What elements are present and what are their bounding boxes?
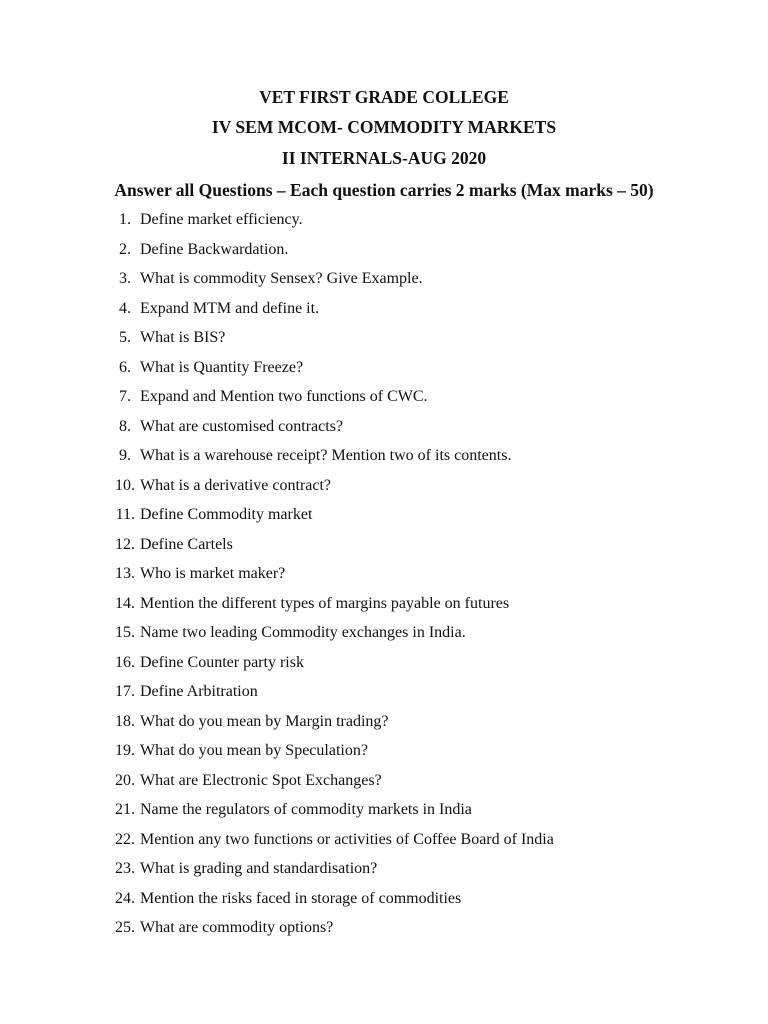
question-list xyxy=(0,210,768,948)
question-item xyxy=(0,210,768,240)
question-text: Mention the different types of margins payable on futures xyxy=(140,594,510,612)
question-text: What is a derivative contract? xyxy=(140,476,332,494)
question-item xyxy=(0,358,768,388)
question-item xyxy=(0,741,768,771)
question-text: What is BIS? xyxy=(140,329,226,346)
question-text: Mention the risks faced in storage of commodities xyxy=(140,889,462,907)
question-text: Define market efficiency. xyxy=(140,211,303,228)
question-text: Expand and Mention two functions of CWC. xyxy=(140,388,428,405)
course-title: IV SEM MCOM- COMMODITY MARKETS xyxy=(211,117,557,137)
question-number: 19. xyxy=(115,742,135,759)
question-number: 4. xyxy=(119,299,131,317)
question-item xyxy=(0,240,768,270)
question-number: 3. xyxy=(119,270,131,287)
question-number: 18. xyxy=(115,712,135,730)
question-number: 9. xyxy=(119,447,131,464)
question-number: 10. xyxy=(115,476,135,494)
question-item xyxy=(0,505,768,535)
question-text: Define Counter party risk xyxy=(140,653,304,671)
question-number: 21. xyxy=(115,801,135,818)
question-text: What do you mean by Margin trading? xyxy=(140,712,389,730)
question-number: 23. xyxy=(115,860,135,877)
question-text: What are Electronic Spot Exchanges? xyxy=(140,771,382,789)
question-number: 7. xyxy=(119,388,131,405)
question-text: What is grading and standardisation? xyxy=(140,860,378,877)
question-number: 6. xyxy=(119,358,131,376)
question-text: What is Quantity Freeze? xyxy=(140,358,304,376)
question-number: 1. xyxy=(119,211,131,228)
question-item xyxy=(0,476,768,506)
question-item xyxy=(0,417,768,447)
exam-instructions: Answer all Questions – Each question carries 2 marks (Max marks – 50) xyxy=(114,180,654,200)
question-item xyxy=(0,564,768,594)
question-text: What is a warehouse receipt? Mention two of its contents. xyxy=(140,447,512,464)
question-number: 14. xyxy=(115,594,135,612)
question-text: What is commodity Sensex? Give Example. xyxy=(140,270,423,287)
question-text: Expand MTM and define it. xyxy=(140,299,320,317)
question-text: Define Cartels xyxy=(140,535,233,553)
question-number: 17. xyxy=(115,683,135,700)
question-item xyxy=(0,653,768,683)
question-item xyxy=(0,771,768,801)
question-number: 13. xyxy=(115,565,135,582)
question-text: What are customised contracts? xyxy=(140,417,344,435)
question-item xyxy=(0,623,768,653)
question-text: What are commodity options? xyxy=(140,919,334,936)
question-number: 8. xyxy=(119,417,131,435)
question-item xyxy=(0,889,768,919)
college-name: VET FIRST GRADE COLLEGE xyxy=(259,87,509,107)
question-item xyxy=(0,859,768,889)
question-text: Define Backwardation. xyxy=(140,240,289,258)
question-number: 16. xyxy=(115,653,135,671)
question-item xyxy=(0,299,768,329)
question-text: Name two leading Commodity exchanges in India. xyxy=(140,624,466,641)
question-number: 15. xyxy=(115,624,135,641)
exam-title: II INTERNALS-AUG 2020 xyxy=(281,148,487,168)
question-item xyxy=(0,918,768,948)
question-item xyxy=(0,328,768,358)
question-item xyxy=(0,269,768,299)
question-number: 11. xyxy=(115,506,135,523)
question-item xyxy=(0,535,768,565)
question-number: 24. xyxy=(115,889,135,907)
question-number: 12. xyxy=(115,535,135,553)
question-text: Define Commodity market xyxy=(140,506,313,523)
question-item xyxy=(0,594,768,624)
question-number: 25. xyxy=(115,919,135,936)
question-item xyxy=(0,830,768,860)
question-text: Name the regulators of commodity markets in India xyxy=(140,801,472,818)
question-number: 20. xyxy=(115,771,135,789)
question-number: 22. xyxy=(115,830,135,848)
question-number: 5. xyxy=(119,329,131,346)
question-text: What do you mean by Speculation? xyxy=(140,742,368,759)
question-item xyxy=(0,712,768,742)
question-number: 2. xyxy=(119,240,131,258)
question-item xyxy=(0,800,768,830)
question-text: Define Arbitration xyxy=(140,683,258,700)
question-item xyxy=(0,387,768,417)
question-item xyxy=(0,682,768,712)
question-text: Mention any two functions or activities of Coffee Board of India xyxy=(140,830,554,848)
question-item xyxy=(0,446,768,476)
question-text: Who is market maker? xyxy=(140,565,286,582)
